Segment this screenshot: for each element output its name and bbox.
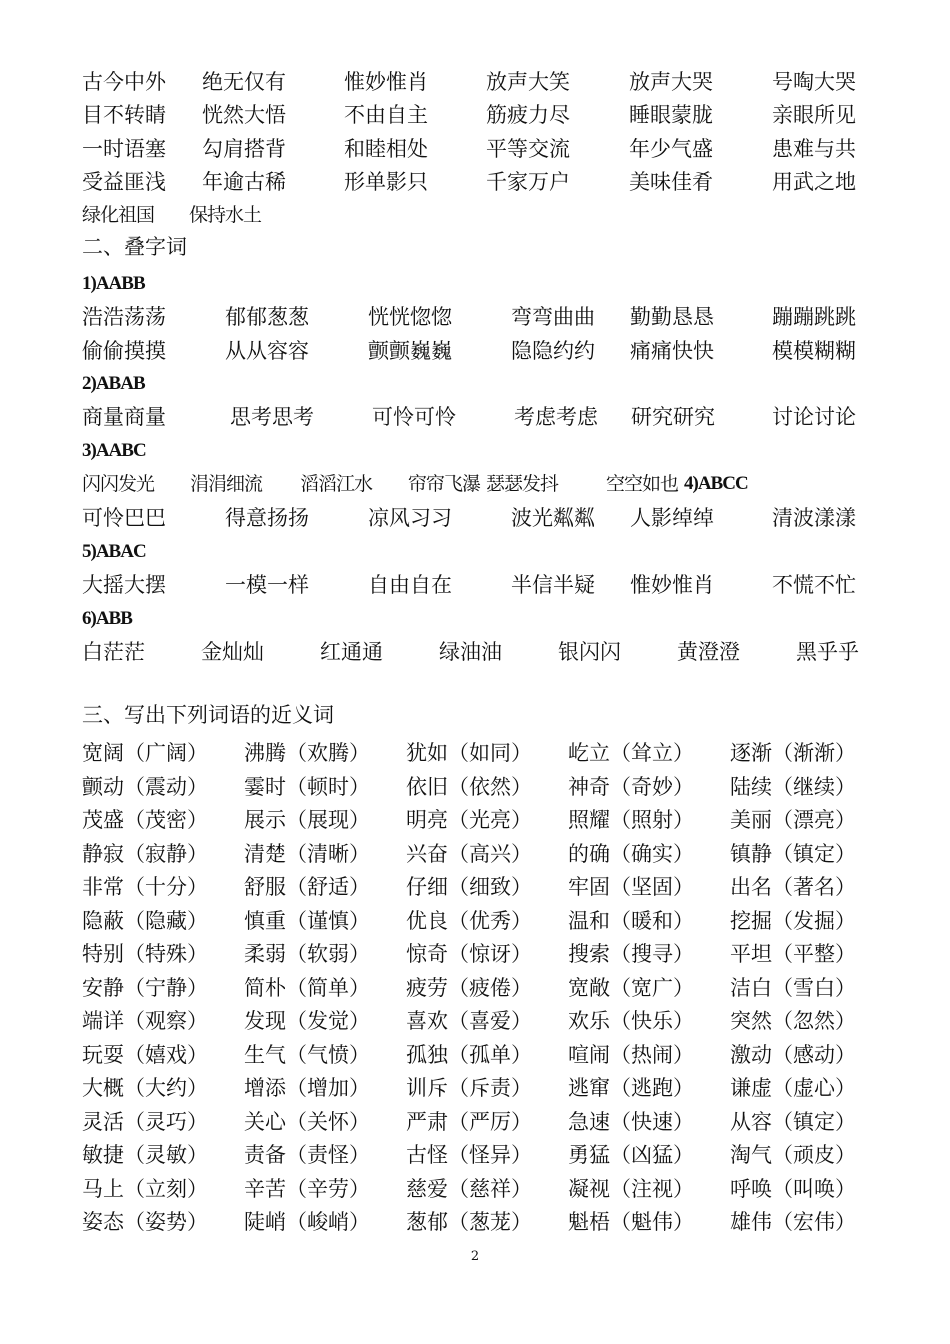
word-item: 帘帘飞瀑 xyxy=(408,473,481,495)
word-item: 淘气（顽皮） xyxy=(730,1143,856,1167)
word-item: 年逾古稀 xyxy=(202,170,286,194)
word-item: 人影绰绰 xyxy=(630,506,714,530)
word-row xyxy=(82,167,872,197)
word-row xyxy=(82,336,872,366)
word-item: 放声大笑 xyxy=(486,70,570,94)
word-row xyxy=(82,1073,872,1103)
word-item: 魁梧（魁伟） xyxy=(568,1210,694,1234)
word-row xyxy=(82,1040,872,1070)
word-row xyxy=(82,637,872,667)
word-item: 增添（增加） xyxy=(244,1076,370,1100)
word-item: 惟妙惟肖 xyxy=(344,70,428,94)
word-item: 神奇（奇妙） xyxy=(568,774,694,799)
word-item: 搜索（搜寻） xyxy=(568,942,694,966)
word-item: 舒服（舒适） xyxy=(244,875,370,899)
word-item: 弯弯曲曲 xyxy=(511,305,595,329)
section-title: 三、写出下列词语的近义词 xyxy=(82,703,334,727)
word-item: 发现（发觉） xyxy=(244,1009,370,1033)
word-item: 屹立（耸立） xyxy=(568,741,694,765)
word-item: 浩浩荡荡 xyxy=(82,305,166,329)
word-row xyxy=(82,738,872,768)
word-item: 古今中外 xyxy=(82,70,166,94)
word-item: 隐蔽（隐藏） xyxy=(82,908,208,933)
word-item: 模模糊糊 xyxy=(772,339,856,363)
word-row xyxy=(82,772,872,802)
word-item: 红通通 xyxy=(320,640,383,664)
word-row xyxy=(82,100,872,130)
word-item: 陆续（继续） xyxy=(730,774,856,799)
word-item: 受益匪浅 xyxy=(82,170,166,194)
group-label: 6)ABB xyxy=(82,608,132,629)
word-item: 从容（镇定） xyxy=(730,1109,856,1134)
word-item: 和睦相处 xyxy=(344,137,428,161)
word-item: 宽敞（宽广） xyxy=(568,975,694,1000)
word-item: 形单影只 xyxy=(344,170,428,194)
word-item: 照耀（照射） xyxy=(568,808,694,832)
word-item: 镇静（镇定） xyxy=(730,841,856,866)
word-row xyxy=(82,570,872,600)
word-item: 端详（观察） xyxy=(82,1009,208,1033)
group-label: 1)AABB xyxy=(82,273,145,294)
word-item: 喧闹（热闹） xyxy=(568,1042,694,1067)
word-item: 美丽（漂亮） xyxy=(730,808,856,832)
word-item: 郁郁葱葱 xyxy=(225,305,309,329)
word-item: 一时语塞 xyxy=(82,137,166,161)
word-row xyxy=(82,939,872,969)
word-item: 疲劳（疲倦） xyxy=(406,975,532,1000)
word-item: 特别（特殊） xyxy=(82,942,208,966)
word-item: 陡峭（峻峭） xyxy=(244,1210,370,1234)
word-item: 洁白（雪白） xyxy=(730,975,856,1000)
word-item: 患难与共 xyxy=(772,137,856,161)
word-item: 平坦（平整） xyxy=(730,942,856,966)
word-row xyxy=(82,302,872,332)
word-item: 用武之地 xyxy=(772,170,856,194)
word-item: 辛苦（辛劳） xyxy=(244,1176,370,1201)
word-item: 突然（忽然） xyxy=(730,1009,856,1033)
word-item: 涓涓细流 xyxy=(190,473,263,495)
word-item: 考虑考虑 xyxy=(514,405,598,429)
word-row xyxy=(82,805,872,835)
word-item: 美味佳肴 xyxy=(629,170,713,194)
word-item: 保持水土 xyxy=(189,204,262,226)
word-item: 古怪（怪异） xyxy=(406,1143,532,1167)
word-item: 安静（宁静） xyxy=(82,975,208,1000)
word-row xyxy=(82,402,872,432)
group-label: 4)ABCC xyxy=(684,473,748,494)
word-item: 急速（快速） xyxy=(568,1109,694,1134)
word-item: 温和（暖和） xyxy=(568,908,694,933)
word-item: 孤独（孤单） xyxy=(406,1042,532,1067)
word-item: 可怜可怜 xyxy=(372,405,456,429)
word-item: 黑乎乎 xyxy=(796,640,859,664)
word-item: 银闪闪 xyxy=(558,640,621,664)
word-item: 激动（感动） xyxy=(730,1042,856,1067)
word-item: 半信半疑 xyxy=(511,573,595,597)
word-item: 颤动（震动） xyxy=(82,774,208,799)
word-item: 依旧（依然） xyxy=(406,774,532,799)
word-item: 勾肩搭背 xyxy=(202,137,286,161)
word-item: 惟妙惟肖 xyxy=(630,573,714,597)
word-item: 空空如也 xyxy=(606,473,679,495)
word-item: 惊奇（惊讶） xyxy=(406,942,532,966)
word-item: 慈爱（慈祥） xyxy=(406,1176,532,1201)
word-item: 黄澄澄 xyxy=(677,640,740,664)
word-row xyxy=(82,839,872,869)
word-item: 滔滔江水 xyxy=(300,473,373,495)
group-label: 2)ABAB xyxy=(82,373,145,394)
page-number: 2 xyxy=(470,1249,480,1264)
word-item: 马上（立刻） xyxy=(82,1176,208,1201)
word-item: 绿油油 xyxy=(439,640,502,664)
word-item: 目不转睛 xyxy=(82,103,166,127)
word-item: 玩耍（嬉戏） xyxy=(82,1042,208,1067)
word-row xyxy=(82,872,872,902)
word-row xyxy=(82,1174,872,1204)
word-item: 严肃（严厉） xyxy=(406,1109,532,1134)
word-item: 明亮（光亮） xyxy=(406,808,532,832)
word-item: 的确（确实） xyxy=(568,841,694,866)
word-item: 清楚（清晰） xyxy=(244,841,370,866)
word-row xyxy=(82,1107,872,1137)
word-item: 得意扬扬 xyxy=(225,506,309,530)
word-item: 颤颤巍巍 xyxy=(368,339,452,363)
word-item: 呼唤（叫唤） xyxy=(730,1176,856,1201)
word-item: 茂盛（茂密） xyxy=(82,808,208,832)
word-item: 痛痛快快 xyxy=(630,339,714,363)
word-item: 宽阔（广阔） xyxy=(82,741,208,765)
word-row xyxy=(82,1207,872,1237)
word-item: 绝无仅有 xyxy=(202,70,286,94)
word-item: 从从容容 xyxy=(225,339,309,363)
word-item: 清波漾漾 xyxy=(772,506,856,530)
word-item: 放声大哭 xyxy=(629,70,713,94)
section-title: 二、叠字词 xyxy=(82,235,187,259)
word-row xyxy=(82,1140,872,1170)
word-item: 欢乐（快乐） xyxy=(568,1009,694,1033)
word-row xyxy=(82,973,872,1003)
word-item: 出名（著名） xyxy=(730,875,856,899)
word-row xyxy=(82,906,872,936)
word-item: 大摇大摆 xyxy=(82,573,166,597)
word-item: 闪闪发光 xyxy=(82,473,155,495)
group-label: 5)ABAC xyxy=(82,541,146,562)
word-item: 恍然大悟 xyxy=(202,103,286,127)
word-item: 训斥（斥责） xyxy=(406,1076,532,1100)
word-item: 筋疲力尽 xyxy=(486,103,570,127)
word-item: 牢固（坚固） xyxy=(568,875,694,899)
word-item: 谦虚（虚心） xyxy=(730,1076,856,1100)
word-item: 白茫茫 xyxy=(82,640,145,664)
word-item: 展示（展现） xyxy=(244,808,370,832)
word-item: 年少气盛 xyxy=(629,137,713,161)
word-item: 生气（气愤） xyxy=(244,1042,370,1067)
word-item: 千家万户 xyxy=(486,170,570,194)
word-item: 犹如（如同） xyxy=(406,741,532,765)
word-item: 瑟瑟发抖 xyxy=(486,473,559,495)
word-item: 不慌不忙 xyxy=(772,573,856,597)
word-item: 可怜巴巴 xyxy=(82,506,166,530)
word-item: 凝视（注视） xyxy=(568,1176,694,1201)
word-item: 非常（十分） xyxy=(82,875,208,899)
word-item: 姿态（姿势） xyxy=(82,1210,208,1234)
word-row xyxy=(82,503,872,533)
word-item: 偷偷摸摸 xyxy=(82,339,166,363)
word-item: 平等交流 xyxy=(486,137,570,161)
word-item: 责备（责怪） xyxy=(244,1143,370,1167)
word-item: 商量商量 xyxy=(82,405,166,429)
word-item: 一模一样 xyxy=(225,573,309,597)
word-row xyxy=(82,469,872,499)
word-item: 逐渐（渐渐） xyxy=(730,741,856,765)
word-item: 勤勤恳恳 xyxy=(630,305,714,329)
word-row xyxy=(82,67,872,97)
word-item: 勇猛（凶猛） xyxy=(568,1143,694,1167)
word-item: 号啕大哭 xyxy=(772,70,856,94)
word-item: 自由自在 xyxy=(368,573,452,597)
group-label: 3)AABC xyxy=(82,440,146,461)
word-item: 睡眼蒙胧 xyxy=(629,103,713,127)
word-row xyxy=(82,1006,872,1036)
word-row xyxy=(82,200,872,230)
word-item: 挖掘（发掘） xyxy=(730,908,856,933)
word-item: 亲眼所见 xyxy=(772,103,856,127)
word-item: 讨论讨论 xyxy=(772,405,856,429)
word-item: 不由自主 xyxy=(344,103,428,127)
word-item: 蹦蹦跳跳 xyxy=(772,305,856,329)
word-item: 逃窜（逃跑） xyxy=(568,1076,694,1100)
word-item: 雄伟（宏伟） xyxy=(730,1210,856,1234)
word-item: 仔细（细致） xyxy=(406,875,532,899)
word-item: 绿化祖国 xyxy=(82,204,155,226)
word-item: 隐隐约约 xyxy=(511,339,595,363)
word-item: 关心（关怀） xyxy=(244,1109,370,1134)
word-item: 优良（优秀） xyxy=(406,908,532,933)
word-item: 兴奋（高兴） xyxy=(406,841,532,866)
word-item: 灵活（灵巧） xyxy=(82,1109,208,1134)
word-item: 沸腾（欢腾） xyxy=(244,741,370,765)
word-item: 静寂（寂静） xyxy=(82,841,208,866)
word-item: 波光粼粼 xyxy=(511,506,595,530)
word-item: 凉风习习 xyxy=(368,506,452,530)
word-item: 葱郁（葱茏） xyxy=(406,1210,532,1234)
word-item: 大概（大约） xyxy=(82,1076,208,1100)
word-item: 柔弱（软弱） xyxy=(244,942,370,966)
word-item: 恍恍惚惚 xyxy=(368,305,452,329)
word-item: 简朴（简单） xyxy=(244,975,370,1000)
word-item: 研究研究 xyxy=(631,405,715,429)
word-item: 敏捷（灵敏） xyxy=(82,1143,208,1167)
word-item: 喜欢（喜爱） xyxy=(406,1009,532,1033)
word-item: 思考思考 xyxy=(230,405,314,429)
word-item: 金灿灿 xyxy=(201,640,264,664)
word-item: 慎重（谨慎） xyxy=(244,908,370,933)
word-item: 霎时（顿时） xyxy=(244,774,370,799)
word-row xyxy=(82,134,872,164)
